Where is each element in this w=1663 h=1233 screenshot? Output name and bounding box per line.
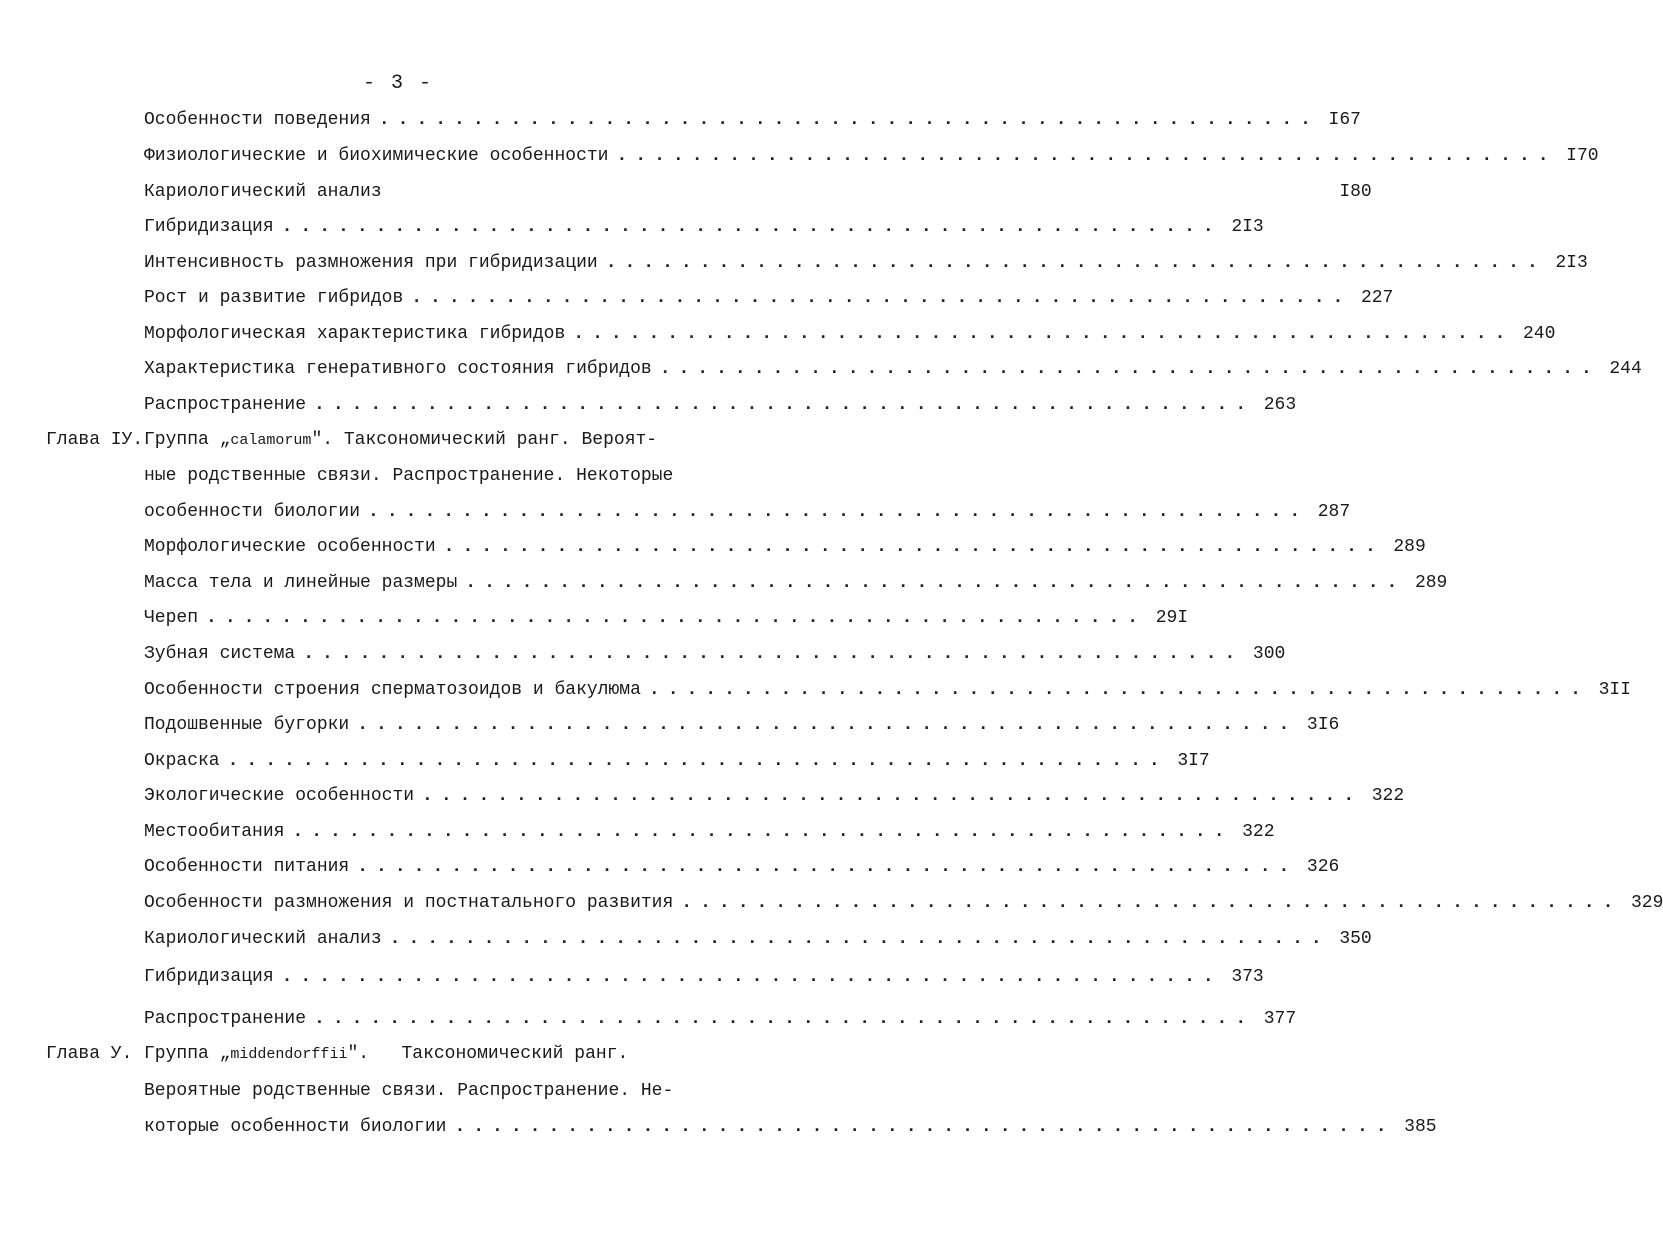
toc-entry[interactable] (144, 857, 1340, 883)
leader-dots: .................................................. (227, 751, 1168, 771)
chapter-heading-continued: ные родственные связи. Распространение. Некоторые (144, 466, 674, 486)
toc-entry-page: 2I3 (1555, 253, 1588, 273)
toc-entry-page: I70 (1566, 146, 1599, 166)
chapter-heading-continued: Вероятные родственные связи. Распространение. Не- (144, 1081, 674, 1101)
toc-entry-page: 326 (1306, 857, 1340, 877)
leader-dots: .................................................. (648, 680, 1589, 700)
leader-dots: .................................................. (368, 502, 1309, 522)
chapter-title-end: ". Таксономический ранг. (347, 1044, 629, 1064)
toc-entry-page: 373 (1231, 967, 1264, 987)
toc-entry-title: Особенности размножения и постнатального развития (144, 893, 674, 913)
leader-dots: .................................................. (411, 288, 1352, 308)
toc-entry-page: 322 (1242, 822, 1275, 842)
toc-entry-page: I67 (1328, 110, 1361, 130)
toc-entry[interactable] (144, 893, 1663, 919)
toc-entry-title: Особенности поведения (144, 110, 371, 130)
leader-dots: .................................................. (357, 857, 1298, 877)
chapter-number: Глава У. (46, 1044, 133, 1064)
toc-entry-page: 2I3 (1231, 217, 1264, 237)
toc-entry-page: 244 (1609, 359, 1642, 379)
toc-entry[interactable] (144, 715, 1340, 741)
toc-entry[interactable] (144, 395, 1297, 421)
chapter-title-end: ". Таксономический ранг. Вероят- (311, 430, 658, 450)
toc-entry-page: 329 (1630, 893, 1663, 913)
toc-entry-page: 29I (1155, 608, 1189, 628)
leader-dots: .................................................. (281, 217, 1222, 237)
toc-entry-page: 300 (1252, 644, 1286, 664)
toc-entry-page: 287 (1317, 502, 1351, 522)
toc-entry-title: Рост и развитие гибридов (144, 288, 404, 308)
chapter-latin-name: calamorum (230, 432, 312, 449)
toc-entry-title: Окраска (144, 751, 220, 771)
toc-entry-page: 240 (1522, 324, 1556, 344)
toc-entry[interactable] (144, 680, 1631, 706)
toc-entry-title: Морфологические особенности (144, 537, 436, 557)
toc-entry[interactable] (144, 751, 1210, 777)
toc-entry[interactable] (144, 537, 1426, 563)
leader-dots: .................................................. (422, 786, 1363, 806)
toc-entry-title: Распространение (144, 395, 307, 415)
toc-entry-title: Масса тела и линейные размеры (144, 573, 458, 593)
toc-entry-page: 377 (1263, 1009, 1297, 1029)
toc-entry-title: Физиологические и биохимические особенности (144, 146, 609, 166)
toc-entry[interactable] (144, 929, 1372, 955)
toc-entry-title: Гибридизация (144, 967, 274, 987)
toc-entry-title: Распространение (144, 1009, 307, 1029)
leader-dots: .................................................. (465, 573, 1406, 593)
toc-entry-page: 3I6 (1306, 715, 1340, 735)
toc-entry-title: Интенсивность размножения при гибридизации (144, 253, 598, 273)
toc-entry[interactable] (144, 253, 1588, 279)
toc-entry-title: Подошвенные бугорки (144, 715, 350, 735)
chapter-heading[interactable] (46, 1044, 746, 1070)
toc-entry[interactable] (144, 1009, 1297, 1035)
toc-entry[interactable] (144, 573, 1448, 599)
toc-entry-title: Местообитания (144, 822, 285, 842)
toc-entry-page: 289 (1393, 537, 1426, 557)
chapter-title-start: Группа „ (144, 1044, 231, 1064)
leader-dots: .................................................. (378, 110, 1319, 130)
toc-entry-title: Особенности строения сперматозоидов и бакулюма (144, 680, 641, 700)
leader-dots: .................................................. (314, 395, 1255, 415)
toc-entry-title: которые особенности биологии (144, 1117, 447, 1137)
toc-entry-page: 322 (1371, 786, 1405, 806)
toc-entry[interactable] (144, 1117, 1437, 1143)
leader-dots: .................................................. (303, 644, 1244, 664)
toc-entry[interactable] (144, 644, 1286, 670)
toc-entry[interactable] (144, 822, 1275, 848)
toc-entry-title: Зубная система (144, 644, 296, 664)
leader-dots (382, 182, 1336, 202)
toc-entry-title: Характеристика генеративного состояния гибридов (144, 359, 652, 379)
toc-entry-page: 350 (1339, 929, 1372, 949)
toc-entry-title: Экологические особенности (144, 786, 415, 806)
toc-entry-title: особенности биологии (144, 502, 361, 522)
chapter-number: Глава IУ. (46, 430, 144, 450)
toc-entry-title: Гибридизация (144, 217, 274, 237)
toc-entry-title: Кариологический анализ (144, 182, 382, 202)
leader-dots: .................................................. (206, 608, 1147, 628)
toc-entry-title: Особенности питания (144, 857, 350, 877)
leader-dots: .................................................. (454, 1117, 1395, 1137)
toc-entry[interactable] (144, 967, 1264, 993)
leader-dots: .................................................. (605, 253, 1546, 273)
toc-entry[interactable] (144, 502, 1351, 528)
leader-dots: .................................................. (681, 893, 1622, 913)
toc-entry-page: 263 (1263, 395, 1297, 415)
leader-dots: .................................................. (573, 324, 1514, 344)
toc-entry[interactable] (144, 288, 1394, 314)
leader-dots: .................................................. (357, 715, 1298, 735)
toc-entry-page: 3II (1598, 680, 1631, 700)
toc-entry[interactable] (144, 324, 1556, 350)
toc-entry[interactable] (144, 110, 1361, 136)
page-number: - 3 - (362, 72, 433, 95)
toc-entry-page: 3I7 (1177, 751, 1210, 771)
chapter-heading[interactable] (46, 430, 746, 456)
leader-dots: .................................................. (292, 822, 1233, 842)
toc-entry-page: I80 (1339, 182, 1372, 202)
toc-entry[interactable] (144, 608, 1189, 634)
leader-dots: .................................................. (281, 967, 1222, 987)
toc-entry-title: Кариологический анализ (144, 929, 382, 949)
leader-dots: .................................................. (443, 537, 1384, 557)
toc-entry[interactable] (144, 359, 1642, 385)
leader-dots: .................................................. (314, 1009, 1255, 1029)
leader-dots: .................................................. (389, 929, 1330, 949)
leader-dots: .................................................. (659, 359, 1600, 379)
toc-entry-title: Морфологическая характеристика гибридов (144, 324, 566, 344)
chapter-latin-name: middendorffii (230, 1046, 348, 1063)
toc-entry-page: 289 (1414, 573, 1448, 593)
leader-dots: .................................................. (616, 146, 1557, 166)
chapter-title-start: Группа „ (144, 430, 231, 450)
toc-entry-page: 227 (1360, 288, 1394, 308)
toc-entry[interactable] (144, 182, 1372, 208)
toc-entry[interactable] (144, 146, 1599, 172)
toc-entry-page: 385 (1404, 1117, 1437, 1137)
toc-entry-title: Череп (144, 608, 199, 628)
toc-entry[interactable] (144, 217, 1264, 243)
toc-entry[interactable] (144, 786, 1405, 812)
